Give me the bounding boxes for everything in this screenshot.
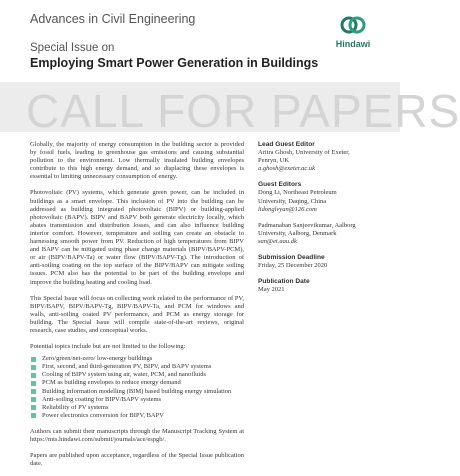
guest-editor-1-name: Dong Li, Northeast Petroleum (258, 189, 337, 197)
publication-date-heading: Publication Date (258, 278, 310, 286)
list-item: Anti-soiling coating for BIPV/BAPV systems (30, 396, 244, 404)
guest-editor-1-email: lidonglvyan@126.com (258, 205, 317, 213)
lead-editor-email: a.ghosh@exeter.ac.uk (258, 165, 316, 173)
special-issue-label: Special Issue on (30, 42, 115, 54)
intro-paragraph: Globally, the majority of energy consumption in the building sector is provided by fossil fuels, leading to greenhouse gas emissions and causing substantial pollution to the environment. Low thermally insulated building envelopes contribute to this high energy demand, and so displacing these envelopes is essential to limiting unnecessary consumption of energy. (30, 141, 244, 181)
guest-editors-block (258, 181, 380, 213)
lead-editor-block (258, 141, 380, 173)
list-item: PCM as building envelopes to reduce energy demand (30, 379, 244, 387)
publication-date: May 2021 (258, 286, 285, 294)
list-item: Reliability of PV systems (30, 404, 244, 412)
guest-editor-2-email: san@et.aau.dk (258, 237, 297, 245)
publication-paragraph: Papers are published upon acceptance, regardless of the Special Issue publication date. (30, 452, 244, 468)
pv-paragraph: Photovoltaic (PV) systems, which generate green power, can be included in buildings as a smart envelope. This inclusion of PV into the building can be addressed as building integrated photovoltaic (BIPV) or building-applied photovoltaic (BAPV). BIPV and BAPV both generate electricity locally, which abates transmission and distribution losses, and can also influence building interior comfort. However, temperature and soiling can create an obstacle to harnessing smooth power from PV. Reduction of high temperatures from BIPV and BAPV can be mitigated using phase change materials (BIPV/BAPV-PCM), or air (BIPV/BAPV-Ta) or water flow (BIPV/BAPV-Tg). The introduction of anti-soiling coating on the top surface of the BIPV/BAPV can mitigate soiling issues. PCM also has the potential to be part of the building envelope and improve the building heating and cooling load. (30, 189, 244, 286)
guest-editor-2-location: University, Aalborg, Denmark (258, 229, 337, 237)
hindawi-logo (328, 12, 378, 49)
deadline-heading: Submission Deadline (258, 254, 325, 262)
list-item: First, second, and third-generation PV, BIPV, and BAPV systems (30, 363, 244, 371)
main-column (30, 141, 244, 476)
guest-editor-1-location: University, Daqing, China (258, 197, 327, 205)
submission-paragraph: Authors can submit their manuscripts through the Manuscript Tracking System at https://mts.hindawi.com/submit/journals/ace/espgb/. (30, 427, 244, 443)
focus-paragraph: This Special Issue will focus on collecting work related to the performance of PV, BIPV/BAPV, BIPV/BAPV-Tg, BIPV/BAPV-Ta, and PCM for windows and walls, anti-soiling coated PV performance, and PCM as energy storage for building. The Special Issue will compile state-of-the-art reviews, original research, case studies, and conceptual works. (30, 294, 244, 334)
guest-editor-2-block (258, 222, 380, 246)
lead-editor-name: Aritra Ghosh, University of Exeter, (258, 149, 350, 157)
call-for-papers-banner (0, 82, 460, 137)
list-item: Power electronics conversion for BIPV, BAPV (30, 412, 244, 420)
hindawi-logo-icon (340, 12, 366, 38)
journal-name: Advances in Civil Engineering (30, 12, 196, 26)
logo-text: Hindawi (335, 39, 371, 49)
publication-date-block (258, 278, 380, 294)
deadline-date: Friday, 25 December 2020 (258, 262, 328, 270)
guest-editor-2-name: Padmanaban Sanjeevikumar, Aalborg (258, 221, 356, 229)
list-item: Zero/green/net-zero/ low-energy buildings (30, 355, 244, 363)
editors-column (258, 141, 380, 302)
list-item: Building information modelling (BIM) based building energy simulation (30, 388, 244, 396)
topics-intro: Potential topics include but are not limited to the following: (30, 343, 186, 351)
guest-editors-heading: Guest Editors (258, 181, 302, 189)
topics-list (30, 355, 244, 420)
deadline-block (258, 254, 380, 270)
issue-title: Employing Smart Power Generation in Buildings (30, 56, 319, 70)
lead-editor-location: Penryn, UK (258, 157, 290, 165)
lead-editor-heading: Lead Guest Editor (258, 141, 315, 148)
banner-text: CALL FOR PAPERS (26, 85, 460, 137)
list-item: Cooling of BIPV system using air, water, PCM, and nanofluids (30, 371, 244, 379)
